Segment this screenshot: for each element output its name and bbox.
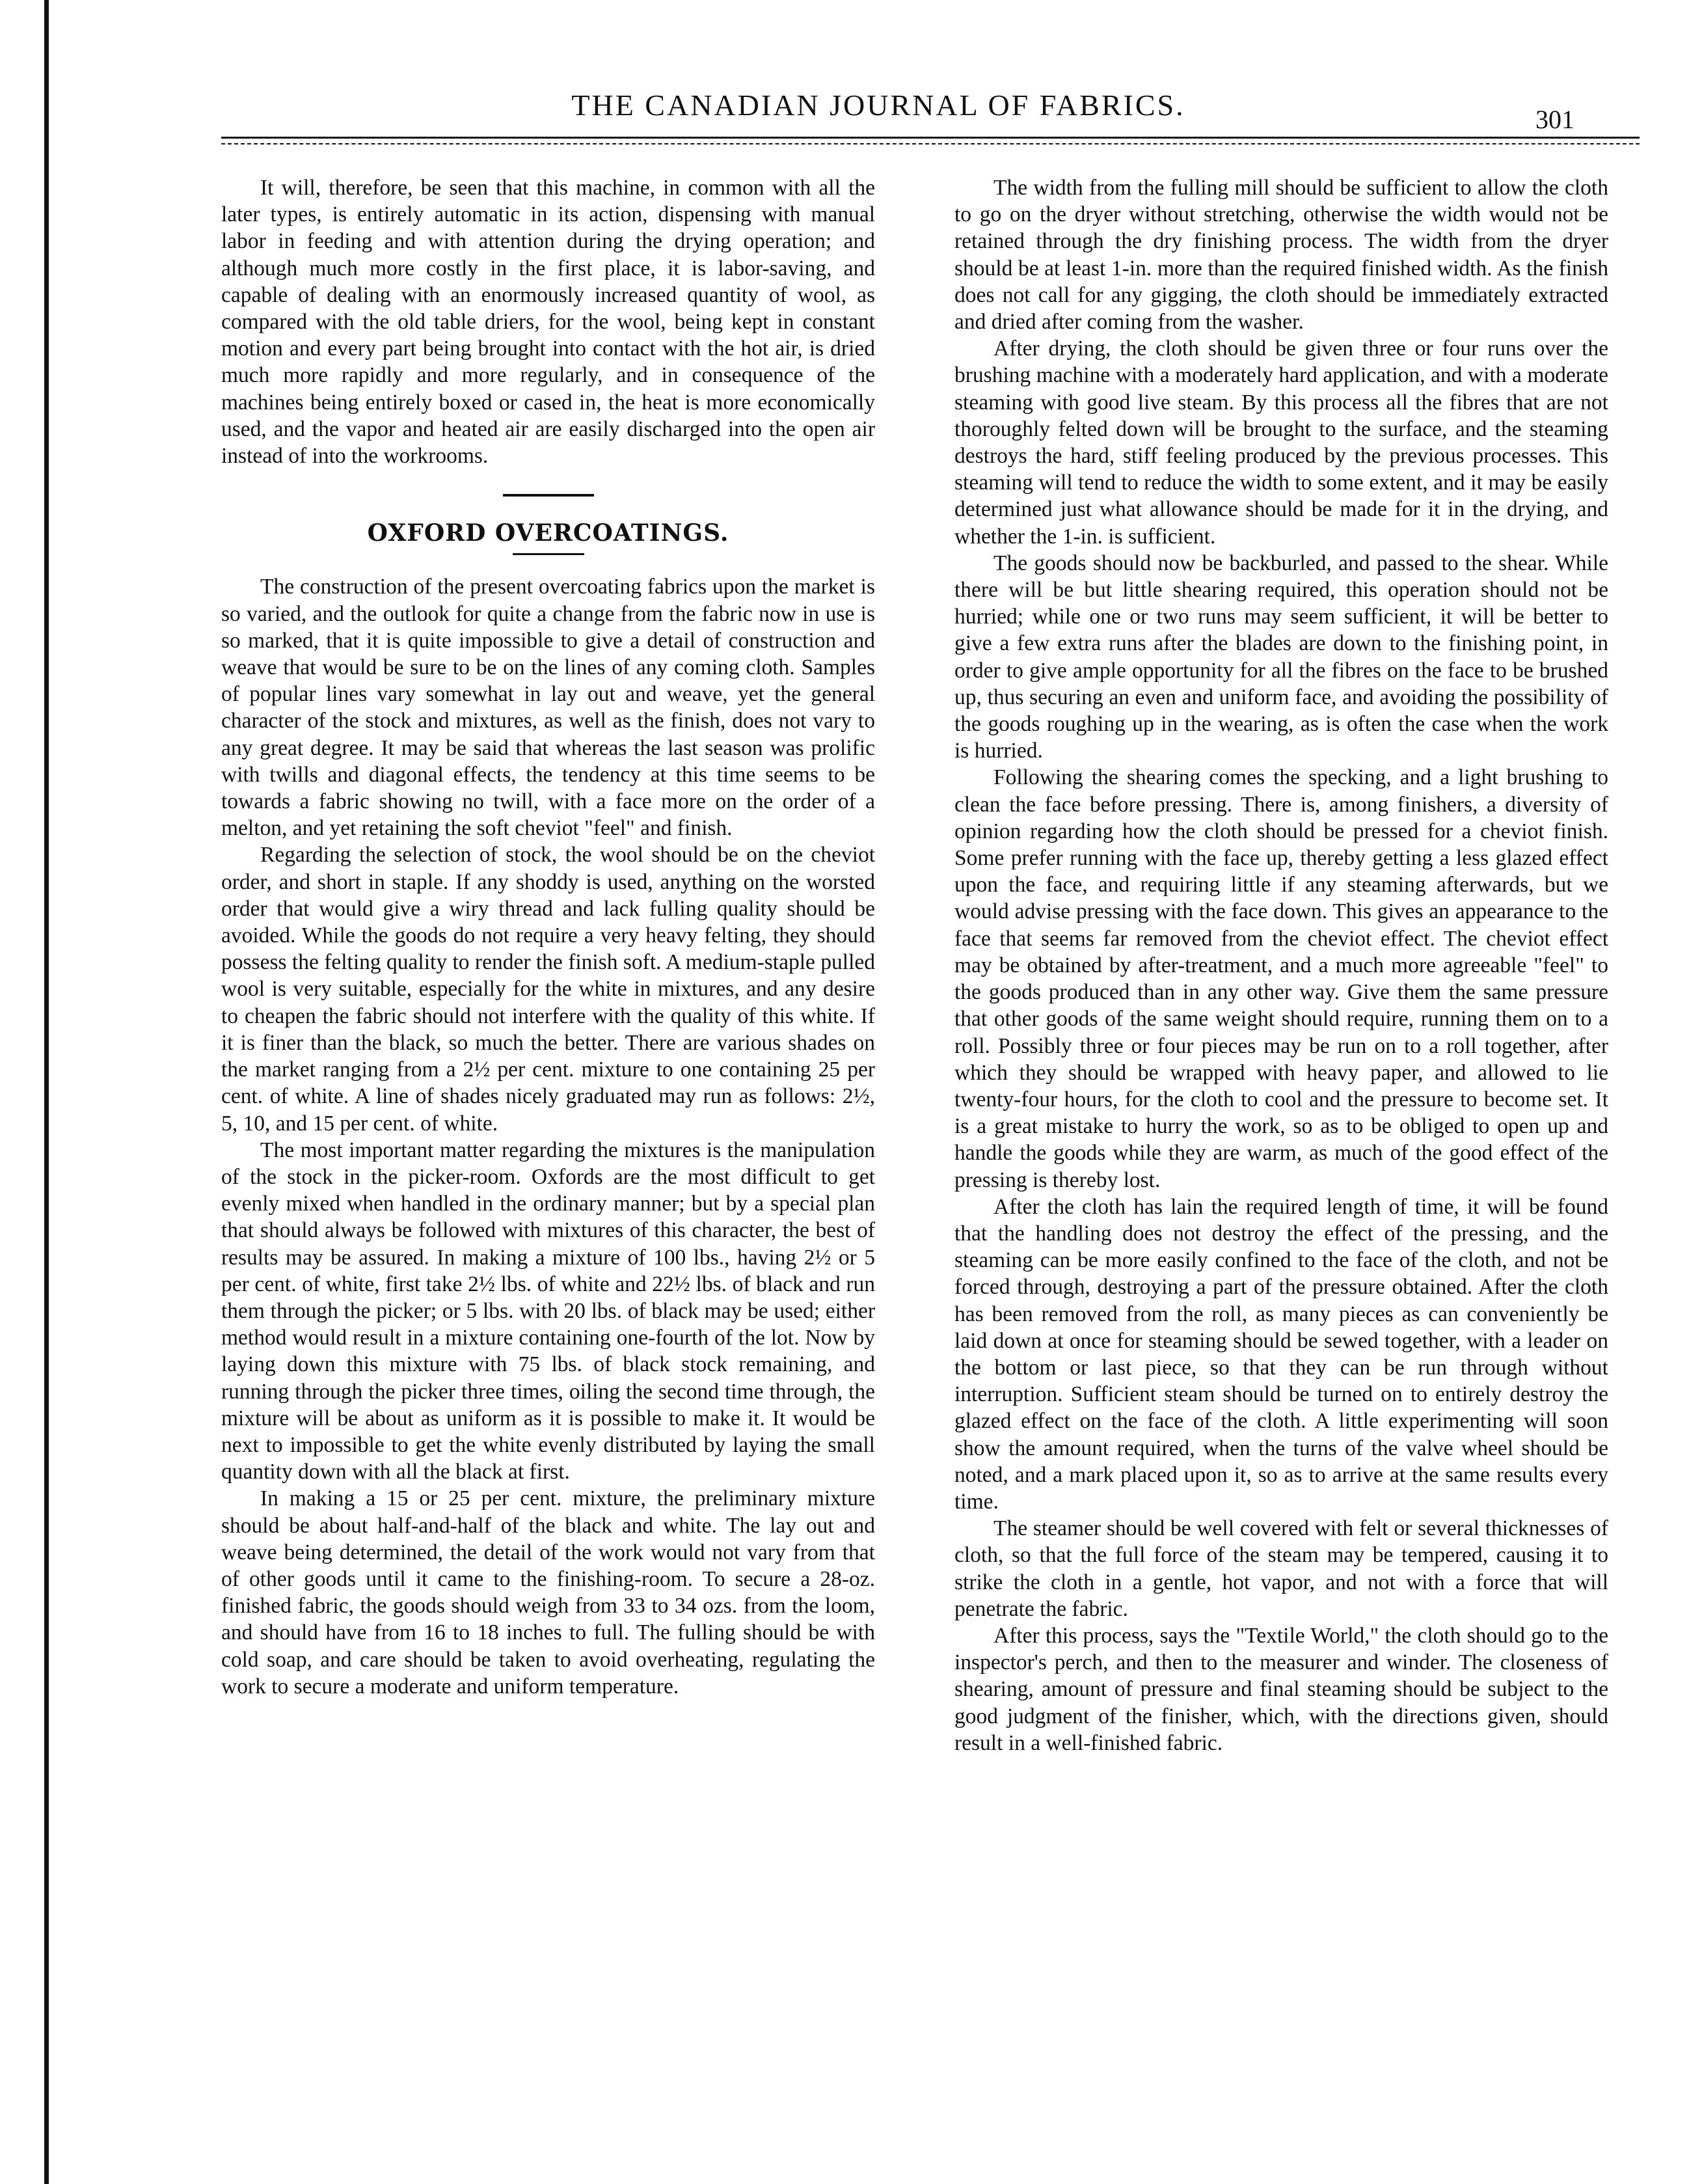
body-paragraph: Regarding the selection of stock, the wool should be on the cheviot order, and short in staple. If any shoddy is used, anything on the worsted order that would give a wiry thread and lack fulling quality should be avoided. While the goods do not require a very heavy felting, they should possess the felting quality to render the finish soft. A medium-staple pulled wool is very suitable, especially for the white in mixtures, and any desire to cheapen the fabric should not interfere with the quality of this white. If it is finer than the black, so much the better. There are various shades on the market ranging from a 2½ per cent. mixture to one containing 25 per cent. of white. A line of shades nicely graduated may run as follows: 2½, 5, 10, and 15 per cent. of white.: [221, 843, 875, 1136]
body-paragraph: After drying, the cloth should be given three or four runs over the brushing machine with a moderately hard application, and with a moderate steaming with good live steam. By this process all the fibres that are not thoroughly felted down will be brought to the surface, and the steaming destroys the hard, stiff feeling produced by the previous processes. This steaming will tend to reduce the width to some extent, and it may be easily determined just what allowance should be made for it in the drying, and whether the 1-in. is sufficient.: [954, 336, 1608, 549]
body-paragraph: The width from the fulling mill should be sufficient to allow the cloth to go on the dryer without stretching, otherwise the width would not be retained through the dry finishing process. The width from the dryer should be at least 1-in. more than the required finished width. As the finish does not call for any gigging, the cloth should be immediately extracted and dried after coming from the washer.: [954, 176, 1608, 334]
page-number: 301: [1535, 105, 1574, 134]
body-paragraph: In making a 15 or 25 per cent. mixture, the preliminary mixture should be about half-and-half of the black and white. The lay out and weave being determined, the detail of the work would not vary from that of other goods until it came to the finishing-room. To secure a 28-oz. finished fabric, the goods should weigh from 33 to 34 ozs. from the loom, and should have from 16 to 18 inches to full. The fulling should be with cold soap, and care should be taken to avoid overheating, regulating the work to secure a moderate and uniform temperature.: [221, 1486, 875, 1699]
title-underline: [513, 553, 584, 555]
body-paragraph: The steamer should be well covered with felt or several thicknesses of cloth, so that the full force of the steam may be tempered, causing it to strike the cloth in a gentle, hot vapor, and not with a force that will penetrate the fabric.: [954, 1516, 1608, 1621]
intro-paragraph: It will, therefore, be seen that this machine, in common with all the later types, is entirely automatic in its action, dispensing with manual labor in feeding and with attention during the drying operation; and although much more costly in the first place, it is labor-saving, and capable of dealing with an enormously increased quantity of wool, as compared with the old table driers, for the wool, being kept in constant motion and every part being brought into contact with the hot air, is dried much more rapidly and more regularly, and in consequence of the machines being entirely boxed or cased in, the heat is more economically used, and the vapor and heated air are easily discharged into the open air instead of into the workrooms.: [221, 176, 875, 469]
body-paragraph: The construction of the present overcoating fabrics upon the market is so varied, and the outlook for quite a change from the fabric now in use is so marked, that it is quite impossible to give a detail of construction and weave that would be sure to be on the lines of any coming cloth. Samples of popular lines vary somewhat in lay out and weave, yet the general character of the stock and mixtures, as well as the finish, does not vary to any great degree. It may be said that whereas the last season was prolific with twills and diagonal effects, the tendency at this time seems to be towards a fabric showing no twill, with a face more on the order of a melton, and yet retaining the soft cheviot "feel" and finish.: [221, 575, 875, 841]
body-paragraph: After the cloth has lain the required length of time, it will be found that the handling does not destroy the effect of the pressing, and the steaming can be more easily confined to the face of the cloth, and not be forced through, destroying a part of the pressure obtained. After the cloth has been removed from the roll, as many pieces as can conveniently be laid down at once for steaming should be sewed together, with a leader on the bottom or last piece, so that they can be run through without interruption. Sufficient steam should be turned on to entirely destroy the glazed effect on the face of the cloth. A little experimenting will soon show the amount required, when the turns of the valve wheel should be noted, and a mark placed upon it, so as to arrive at the same results every time.: [954, 1194, 1608, 1514]
section-divider: [503, 494, 594, 497]
body-paragraph: Following the shearing comes the specking, and a light brushing to clean the face before pressing. There is, among finishers, a diversity of opinion regarding how the cloth should be pressed for a cheviot finish. Some prefer running with the face up, thereby getting a less glazed effect upon the face, and requiring little if any steaming afterwards, but we would advise pressing with the face down. This gives an appearance to the face that seems far removed from the cheviot effect. The cheviot effect may be obtained by after-treatment, and a much more agreeable "feel" to the goods produced than in any other way. Give them the same pressure that other goods of the same weight should require, running them on to a roll. Possibly three or four pieces may be run on to a roll together, after which they should be wrapped with heavy paper, and allowed to lie twenty-four hours, for the cloth to cool and the pressure to become set. It is a great mistake to hurry the work, so as to be obliged to open up and handle the goods while they are warm, as much of the good effect of the pressing is thereby lost.: [954, 765, 1608, 1192]
header-rule-dashed: [221, 143, 1640, 144]
right-column: [954, 174, 1608, 1756]
header-rule: [221, 137, 1640, 139]
binding-margin-line: [44, 0, 49, 2184]
left-column: [221, 174, 875, 1700]
body-paragraph: The most important matter regarding the mixtures is the manipulation of the stock in the picker-room. Oxfords are the most difficult to get evenly mixed when handled in the ordinary manner; but by a special plan that should always be followed with mixtures of this character, the best of results may be assured. In making a mixture of 100 lbs., having 2½ or 5 per cent. of white, first take 2½ lbs. of white and 22½ lbs. of black and run them through the picker; or 5 lbs. with 20 lbs. of black may be used; either method would result in a mixture containing one-fourth of the lot. Now by laying down this mixture with 75 lbs. of black stock remaining, and running through the picker three times, oiling the second time through, the mixture will be about as uniform as it is possible to make it. It would be next to impossible to get the white evenly distributed by laying the small quantity down with all the black at first.: [221, 1138, 875, 1484]
section-title: OXFORD OVERCOATINGS.: [367, 519, 729, 547]
body-paragraph: After this process, says the "Textile World," the cloth should go to the inspector's perch, and then to the measurer and winder. The closeness of shearing, amount of pressure and final steaming should be subject to the good judgment of the finisher, which, with the directions given, should result in a well-finished fabric.: [954, 1623, 1608, 1755]
journal-title: THE CANADIAN JOURNAL OF FABRICS.: [571, 89, 1185, 122]
body-paragraph: The goods should now be backburled, and passed to the shear. While there will be but little shearing required, this operation should not be hurried; while one or two runs may seem sufficient, it will be better to give a few extra runs after the blades are down to the finishing point, in order to give ample opportunity for all the fibres on the face to be brushed up, thus securing an even and uniform face, and avoiding the possibility of the goods roughing up in the wearing, as is often the case when the work is hurried.: [954, 551, 1608, 763]
